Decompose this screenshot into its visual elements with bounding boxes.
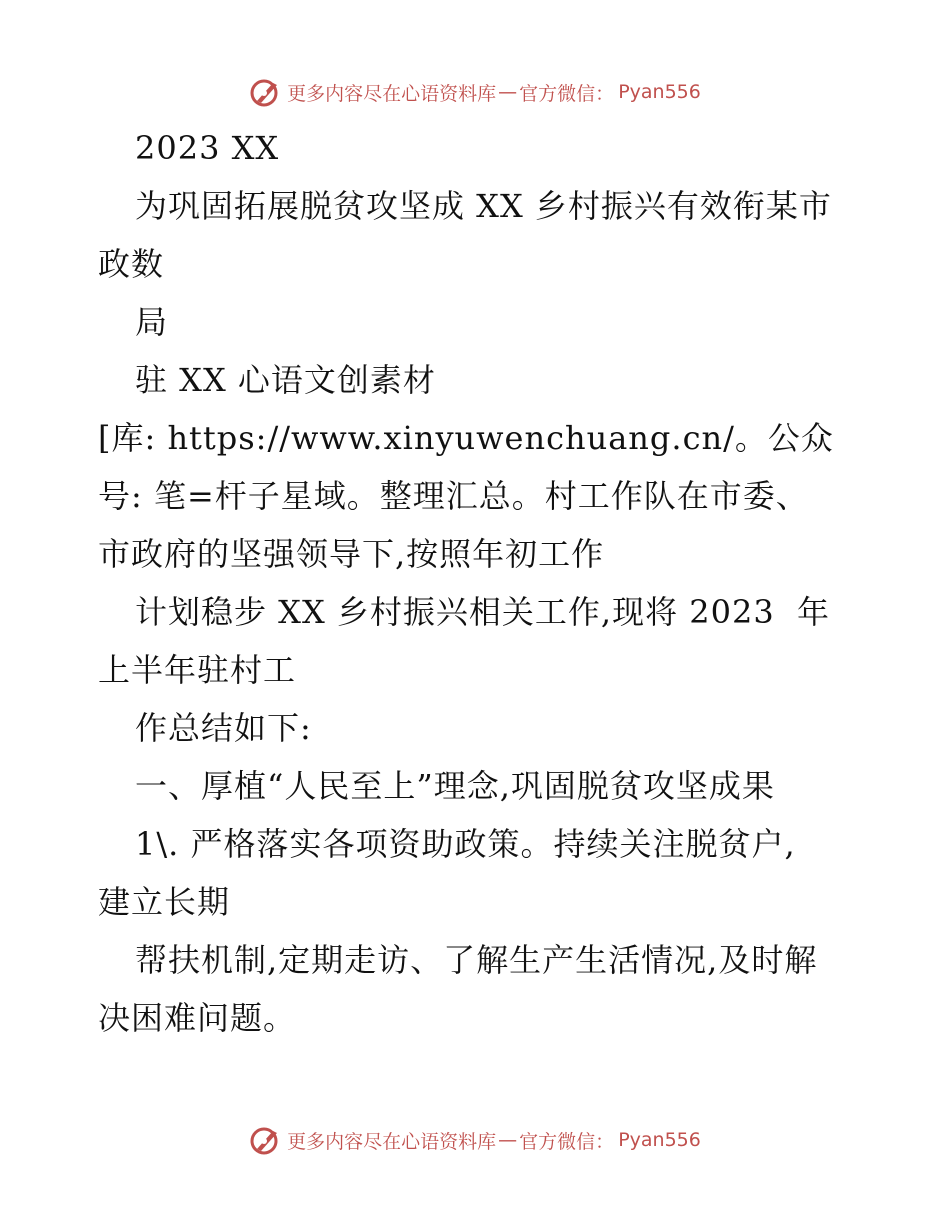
body-line: 作总结如下: <box>135 709 312 747</box>
body-line: 号: 笔=杆子星域。整理汇总。村工作队在市委、 <box>98 477 809 515</box>
body-line: 局 <box>135 303 169 341</box>
body-line: 建立长期 <box>98 883 231 921</box>
banner-dash: — <box>498 1129 518 1151</box>
banner-main-text: 更多内容尽在心语资料库 <box>287 82 497 105</box>
pen-circle-logo-icon <box>249 75 283 109</box>
pen-circle-logo-icon <box>249 1123 283 1157</box>
body-line: 计划稳步 XX 乡村振兴相关工作,现将 2023 年 <box>135 593 831 631</box>
body-line: 决困难问题。 <box>98 999 297 1037</box>
body-line: 市政府的坚强领导下,按照年初工作 <box>98 535 605 573</box>
body-line: 一、厚植“人民至上”理念,巩固脱贫攻坚成果 <box>135 767 775 805</box>
banner-wechat-label: 官方微信： <box>519 1130 615 1153</box>
body-line: 上半年驻村工 <box>98 651 297 689</box>
body-line: 政数 <box>98 245 165 283</box>
body-line: 帮扶机制,定期走访、了解生产生活情况,及时解 <box>135 941 818 979</box>
banner-dash: — <box>498 81 518 103</box>
footer-watermark-banner <box>0 1120 950 1160</box>
banner-wechat-label: 官方微信： <box>519 82 615 105</box>
body-line: 驻 XX 心语文创素材 <box>135 361 436 399</box>
banner-wechat-id: Pyan556 <box>618 1129 701 1151</box>
banner-main-text: 更多内容尽在心语资料库 <box>287 1130 497 1153</box>
body-line: 为巩固拓展脱贫攻坚成 XX 乡村振兴有效衔某市 <box>135 187 832 225</box>
body-line: 1\. 严格落实各项资助政策。持续关注脱贫户, <box>135 825 796 863</box>
header-watermark-banner <box>0 72 950 112</box>
body-line: 2023 XX <box>135 129 280 167</box>
banner-wechat-id: Pyan556 <box>618 81 701 103</box>
body-line: [库: https://www.xinyuwenchuang.cn/。公众 <box>98 419 834 457</box>
